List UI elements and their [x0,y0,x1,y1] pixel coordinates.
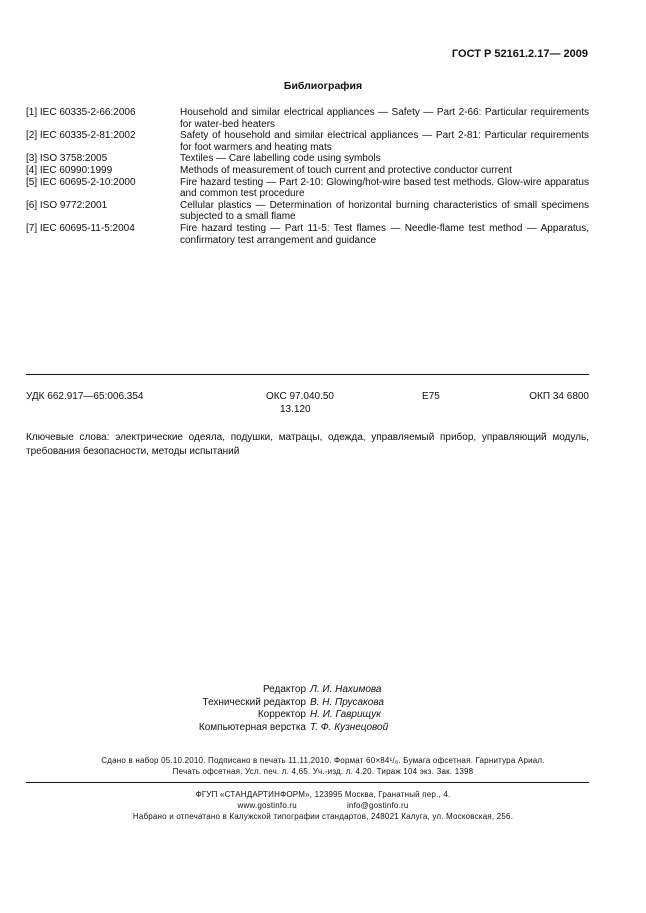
reference-desc: Safety of household and similar electrical appliances — Part 2-81: Particular requirements for foot warmers and heating mats [180,130,589,153]
reference-desc: Methods of measurement of touch current and protective conductor current [180,164,512,176]
editor-role: Технический редактор [202,696,306,708]
editor-line [120,722,388,735]
reference-desc: Textiles — Care labelling code using symbols [180,153,381,165]
reference-code: [2] IEC 60335-2-81:2002 [26,130,136,142]
reference-item [26,200,589,223]
reference-item [26,130,589,153]
keywords: Ключевые слова: электрические одеяла, подушки, матрацы, одежда, управляемый прибор, управляющий модуль, требования безопасности, методы испытаний [26,432,589,457]
editor-line [120,709,388,722]
udk-code: УДК 662.917—65:006.354 [26,391,144,402]
editor-line [120,697,388,710]
divider [26,374,589,375]
reference-list [26,107,589,246]
publisher-address: ФГУП «СТАНДАРТИНФОРМ», 123995 Москва, Гранатный пер., 4. [195,790,451,799]
reference-item [26,107,589,130]
okp-code: ОКП 34 6800 [529,391,589,402]
editor-name: Л. И. Нахимова [310,684,382,695]
reference-item [26,165,589,177]
editor-role: Компьютерная верстка [198,721,306,733]
editors-block [120,684,388,734]
editor-name: Н. И. Гаврищук [310,709,381,720]
printer-info: Набрано и отпечатано в Калужской типографии стандартов, 248021 Калуга, ул. Московская, 256. [132,812,514,821]
reference-item [26,153,589,165]
reference-code: [5] IEC 60695-2-10:2000 [26,176,136,188]
editor-line [120,684,388,697]
publisher-email[interactable]: info@gostinfo.ru [346,801,409,810]
editor-name: В. Н. Прусакова [310,696,384,708]
imprint-line: Сдано в набор 05.10.2010. Подписано в печать 11.11.2010. Формат 60×84¹/₈. Бумага офсетная. Гарнитура Ариал. [101,756,545,765]
imprint-line: Печать офсетная. Усл. печ. л. 4,65. Уч.-изд. л. 4.20. Тираж 104 экз. Зак. 1398 [172,767,474,776]
oks-code-2: 13.120 [280,404,311,415]
publisher-info [0,789,646,822]
reference-code: [4] IEC 60990:1999 [26,164,113,176]
imprint [0,755,646,777]
editor-role: Корректор [257,709,306,720]
reference-code: [3] ISO 3758:2005 [26,153,108,165]
divider [26,782,589,783]
oks-code: ОКС 97.040.50 [266,391,334,402]
reference-item [26,223,589,246]
e-code: Е75 [422,391,440,402]
reference-code: [7] IEC 60695-11-5:2004 [26,222,135,234]
standard-number: ГОСТ Р 52161.2.17— 2009 [451,48,588,60]
reference-item [26,177,589,200]
editor-role: Редактор [262,684,306,695]
bibliography-title: Библиография [283,80,363,92]
editor-name: Т. Ф. Кузнецовой [310,721,389,733]
reference-desc: Fire hazard testing — Part 11-5: Test flames — Needle-flame test method — Apparatus, confirmatory test arrangement and guidance [180,222,589,246]
reference-desc: Household and similar electrical appliances — Safety — Part 2-66: Particular requirements for water-bed heaters [180,107,589,130]
reference-desc: Cellular plastics — Determination of horizontal burning characteristics of small specimens subjected to a small flame [180,199,589,223]
reference-desc: Fire hazard testing — Part 2-10: Glowing/hot-wire based test methods. Glow-wire apparatus and common test procedure [180,176,589,200]
reference-code: [6] ISO 9772:2001 [26,199,108,211]
reference-code: [1] IEC 60335-2-66:2006 [26,107,136,118]
publisher-website[interactable]: www.gostinfo.ru [237,801,297,810]
